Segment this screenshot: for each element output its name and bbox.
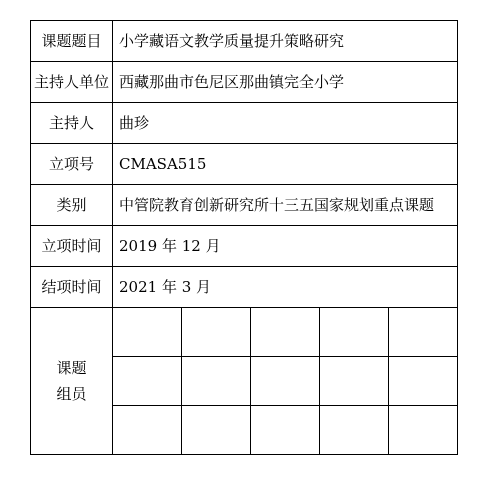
row-project-number: [31, 144, 458, 185]
host-value: 曲珍: [113, 103, 458, 144]
member-cell: [113, 357, 182, 406]
member-cell: [320, 357, 389, 406]
category-value: 中管院教育创新研究所十三五国家规划重点课题: [113, 185, 458, 226]
member-cell: [182, 308, 251, 357]
row-completion-date: [31, 267, 458, 308]
member-cell: [113, 308, 182, 357]
host-unit-value: 西藏那曲市色尼区那曲镇完全小学: [113, 62, 458, 103]
row-category: [31, 185, 458, 226]
member-cell: [320, 308, 389, 357]
member-cell: [389, 357, 458, 406]
members-grid-row: [31, 308, 458, 357]
completion-date-label: 结项时间: [31, 267, 113, 308]
project-title-value: 小学藏语文教学质量提升策略研究: [113, 21, 458, 62]
member-cell: [113, 406, 182, 455]
approval-date-value: 2019 年 12 月: [113, 226, 458, 267]
host-label: 主持人: [31, 103, 113, 144]
project-info-table: [30, 20, 458, 455]
row-approval-date: [31, 226, 458, 267]
row-project-title: [31, 21, 458, 62]
project-number-value: CMASA515: [113, 144, 458, 185]
member-cell: [251, 308, 320, 357]
member-cell: [251, 357, 320, 406]
member-cell: [182, 357, 251, 406]
member-cell: [251, 406, 320, 455]
category-label: 类别: [31, 185, 113, 226]
row-host-unit: [31, 62, 458, 103]
members-label: [31, 308, 113, 455]
approval-date-label: 立项时间: [31, 226, 113, 267]
member-cell: [182, 406, 251, 455]
project-title-label: 课题题目: [31, 21, 113, 62]
row-host: [31, 103, 458, 144]
member-cell: [320, 406, 389, 455]
member-cell: [389, 308, 458, 357]
project-number-label: 立项号: [31, 144, 113, 185]
members-label-line2: 组员: [56, 385, 87, 403]
member-cell: [389, 406, 458, 455]
host-unit-label: 主持人单位: [31, 62, 113, 103]
completion-date-value: 2021 年 3 月: [113, 267, 458, 308]
members-label-line1: 课题: [56, 359, 87, 377]
